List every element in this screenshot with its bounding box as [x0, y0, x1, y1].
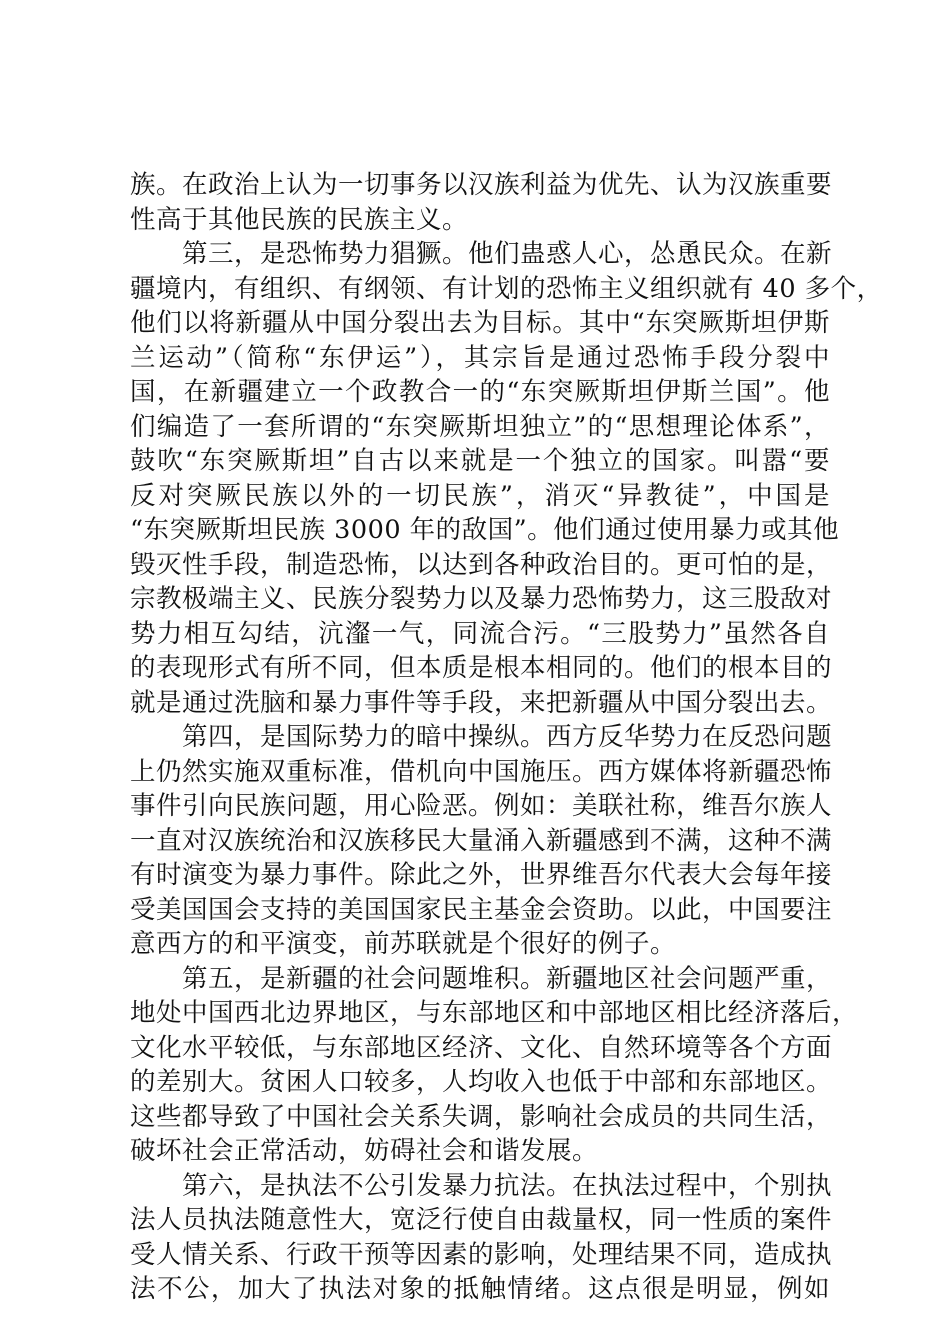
text-line: 破坏社会正常活动，妨碍社会和谐发展。 — [130, 1136, 599, 1166]
text-line: 一直对汉族统治和汉族移民大量涌入新疆感到不满，这种不满 — [130, 825, 833, 856]
text-line: 的差别大。贫困人口较多，人均收入也低于中部和东部地区。 — [130, 1067, 833, 1097]
text-line: 宗教极端主义、民族分裂势力以及暴力恐怖势力，这三股敌对 — [130, 584, 833, 614]
text-line: 他们以将新疆从中国分裂出去为目标。其中“东突厥斯坦伊斯 — [130, 308, 830, 338]
text-line: 族。在政治上认为一切事务以汉族利益为优先、认为汉族重要 — [130, 170, 833, 200]
text-line: 这些都导致了中国社会关系失调，影响社会成员的共同生活， — [130, 1101, 833, 1132]
paragraph-first-line: 第五，是新疆的社会问题堆积。新疆地区社会问题严重， — [182, 963, 833, 994]
text-line: 国，在新疆建立一个政教合一的“东突厥斯坦伊斯兰国”。他 — [130, 377, 830, 407]
document-body-text — [130, 168, 883, 1307]
text-line: 意西方的和平演变，前苏联就是个很好的例子。 — [130, 929, 677, 959]
text-line: 法不公，加大了执法对象的抵触情绪。这点很是明显，例如 — [130, 1274, 830, 1304]
text-line: 的表现形式有所不同，但本质是根本相同的。他们的根本目的 — [130, 653, 833, 683]
text-line: 毁灭性手段，制造恐怖，以达到各种政治目的。更可怕的是， — [130, 549, 833, 580]
text-line: 们编造了一套所谓的“东突厥斯坦独立”的“思想理论体系”， — [130, 411, 830, 442]
text-line: “东突厥斯坦民族 3000 年的敌国”。他们通过使用暴力或其他 — [130, 515, 840, 545]
text-line: 事件引向民族问题，用心险恶。例如：美联社称，维吾尔族人 — [130, 791, 833, 821]
text-line: 法人员执法随意性大，宽泛行使自由裁量权，同一性质的案件 — [130, 1205, 833, 1235]
text-line: 上仍然实施双重标准，借机向中国施压。西方媒体将新疆恐怖 — [130, 756, 833, 787]
text-line: 地处中国西北边界地区，与东部地区和中部地区相比经济落后， — [130, 998, 859, 1028]
text-line: 性高于其他民族的民族主义。 — [130, 204, 469, 235]
text-line: 疆境内，有组织、有纲领、有计划的恐怖主义组织就有 40 多个， — [130, 273, 883, 304]
text-line: 反对突厥民族以外的一切民族”，消灭“异教徒”，中国是 — [130, 480, 830, 511]
paragraph-first-line: 第三，是恐怖势力猖獗。他们蛊惑人心，怂恿民众。在新 — [182, 239, 833, 269]
text-line: 受人情关系、行政干预等因素的影响，处理结果不同，造成执 — [130, 1239, 833, 1270]
text-line: 就是通过洗脑和暴力事件等手段，来把新疆从中国分裂出去。 — [130, 687, 833, 718]
text-line: 鼓吹“东突厥斯坦”自古以来就是一个独立的国家。叫嚣“要 — [130, 446, 830, 476]
paragraph-first-line: 第六，是执法不公引发暴力抗法。在执法过程中，个别执 — [182, 1170, 833, 1201]
text-line: 兰运动”（简称“东伊运”），其宗旨是通过恐怖手段分裂中 — [130, 342, 830, 373]
text-line: 受美国国会支持的美国国家民主基金会资助。以此，中国要注 — [130, 894, 833, 925]
text-line: 有时演变为暴力事件。除此之外，世界维吾尔代表大会每年接 — [130, 860, 833, 890]
text-line: 势力相互勾结，沆瀣一气，同流合污。“三股势力”虽然各自 — [130, 618, 830, 649]
paragraph-first-line: 第四，是国际势力的暗中操纵。西方反华势力在反恐问题 — [182, 722, 833, 752]
text-line: 文化水平较低，与东部地区经济、文化、自然环境等各个方面 — [130, 1032, 833, 1063]
